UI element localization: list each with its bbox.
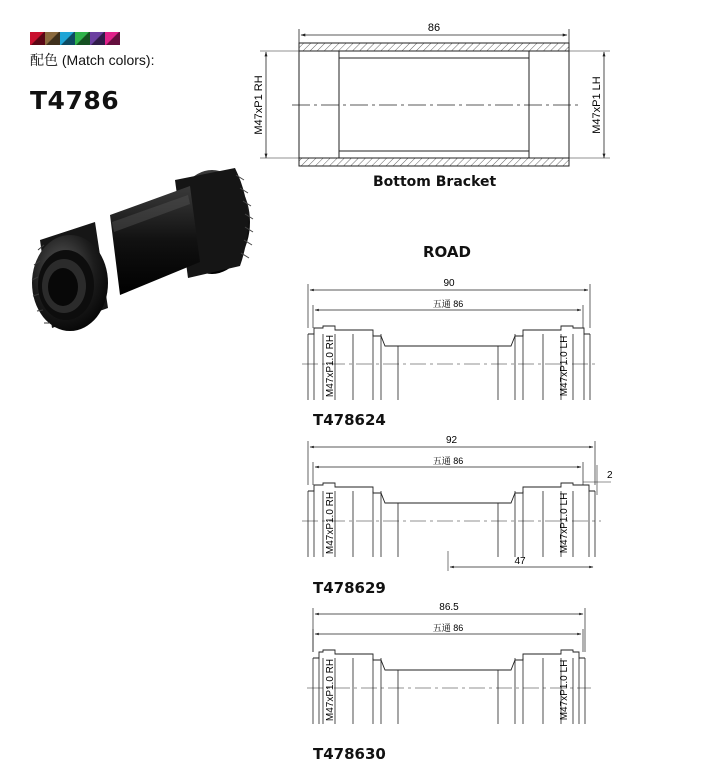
thread-right-label: M47xP1.0 LH: [559, 335, 570, 397]
variant-drawing: [302, 435, 613, 571]
bb-thread-right-label: M47xP1 LH: [591, 76, 603, 134]
shell-width-label: 五通 86: [432, 299, 464, 309]
model-number: T4786: [30, 86, 120, 115]
overall-width-label: 86.5: [439, 602, 459, 613]
road-heading: ROAD: [423, 243, 471, 261]
bottom-bracket-drawing: [253, 22, 610, 166]
thread-left-label: M47xP1.0 RH: [325, 658, 336, 722]
variant-drawing: [302, 278, 596, 400]
thread-right-label: M47xP1.0 LH: [559, 492, 570, 554]
offset-dim-label: 2: [607, 470, 613, 481]
thread-left-label: M47xP1.0 RH: [325, 491, 336, 555]
variant-drawing: [307, 602, 591, 724]
shell-width-label: 五通 86: [432, 623, 464, 633]
match-colors-label: 配色 (Match colors):: [30, 52, 155, 68]
bottom-bracket-caption: Bottom Bracket: [373, 174, 497, 190]
thread-left-label: M47xP1.0 RH: [325, 334, 336, 398]
bb-width-label: 86: [427, 22, 441, 34]
half-width-label: 47: [514, 556, 526, 567]
variant-drawings: [302, 278, 613, 724]
bottom-bracket-product-image: [32, 168, 253, 331]
variant-code: T478629: [313, 579, 386, 597]
overall-width-label: 92: [445, 435, 458, 446]
variant-code: T478624: [313, 411, 386, 429]
variant-code: T478630: [313, 745, 386, 763]
bb-thread-left-label: M47xP1 RH: [253, 75, 265, 135]
thread-right-label: M47xP1.0 LH: [559, 659, 570, 721]
overall-width-label: 90: [443, 278, 455, 289]
shell-width-label: 五通 86: [432, 456, 464, 466]
